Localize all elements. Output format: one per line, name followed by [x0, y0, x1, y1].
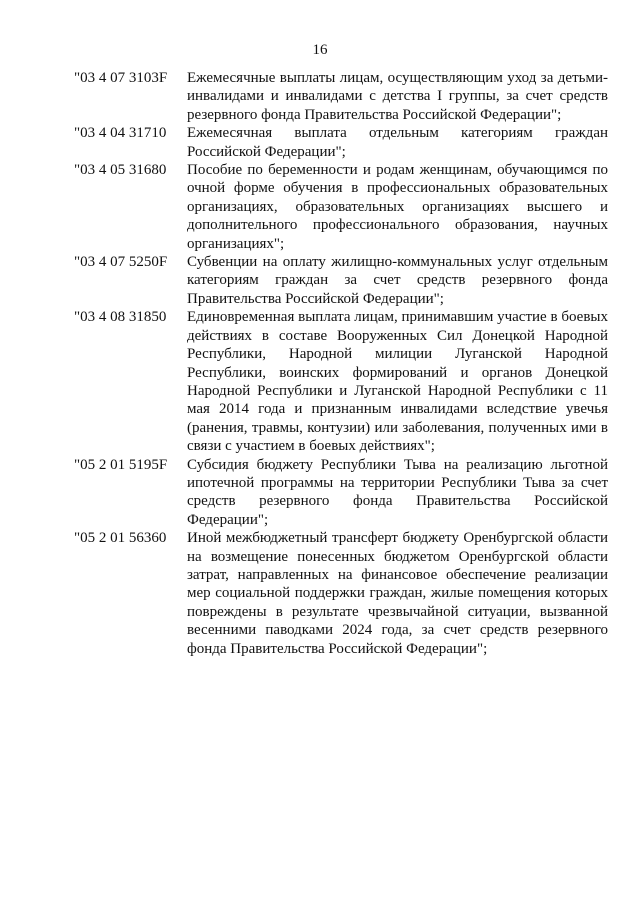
- budget-code-description: Ежемесячные выплаты лицам, осуществляющим уход за детьми-инвалидами и инвалидами с детства I группы, за счет средств резервного фонда Правительства Российской Федерации";: [187, 70, 608, 123]
- budget-code: "03 4 04 31710: [74, 125, 167, 142]
- budget-code: "05 2 01 5195F: [74, 456, 168, 473]
- list-item: [74, 308, 608, 455]
- budget-code-list: [74, 69, 608, 658]
- budget-code-description: Пособие по беременности и родам женщинам, обучающимся по очной форме обучения в профессиональных образовательных организациях, образовательных организациях высшего и дополнительного профессионального образования, научных организациях";: [187, 162, 608, 252]
- budget-code-description: Субсидия бюджету Республики Тыва на реализацию льготной ипотечной программы на территории Республики Тыва за счет средств резервного фонда Правительства Российской Федерации";: [187, 456, 608, 528]
- list-item: [74, 253, 608, 308]
- list-item: [74, 529, 608, 658]
- budget-code-description: Субвенции на оплату жилищно-коммунальных услуг отдельным категориям граждан за счет средств резервного фонда Правительства Российской Федерации";: [187, 254, 608, 307]
- budget-code: "03 4 07 3103F: [74, 70, 168, 86]
- list-item: [74, 456, 608, 530]
- list-item: [74, 69, 608, 124]
- budget-code-description: Иной межбюджетный трансферт бюджету Оренбургской области на возмещение понесенных бюджетом Оренбургской области затрат, направленных на финансовое обеспечение реализации мер социальной поддержки граждан, жилые помещения которых повреждены в результате чрезвычайной ситуации, вызванной весенними паводками 2024 года, за счет средств резервного фонда Правительства Российской Федерации";: [187, 530, 608, 657]
- budget-code-description: Ежемесячная выплата отдельным категориям граждан Российской Федерации";: [187, 125, 608, 160]
- budget-code: "03 4 08 31850: [74, 309, 167, 326]
- budget-code: "03 4 07 5250F: [74, 254, 168, 271]
- budget-code: "05 2 01 56360: [74, 530, 167, 547]
- budget-code-description: Единовременная выплата лицам, принимавшим участие в боевых действиях в составе Вооруженных Сил Донецкой Народной Республики, Народной милиции Луганской Народной Республики, воинских формирований и органов Донецкой Народной Республики и Луганской Народной Республики с 11 мая 2014 года и признанным инвалидами вследствие увечья (ранения, травмы, контузии) или заболевания, полученных ими в связи с участием в боевых действиях";: [187, 309, 608, 455]
- list-item: [74, 124, 608, 161]
- page-number: 16: [312, 42, 328, 58]
- budget-code: "03 4 05 31680: [74, 162, 167, 179]
- list-item: [74, 161, 608, 253]
